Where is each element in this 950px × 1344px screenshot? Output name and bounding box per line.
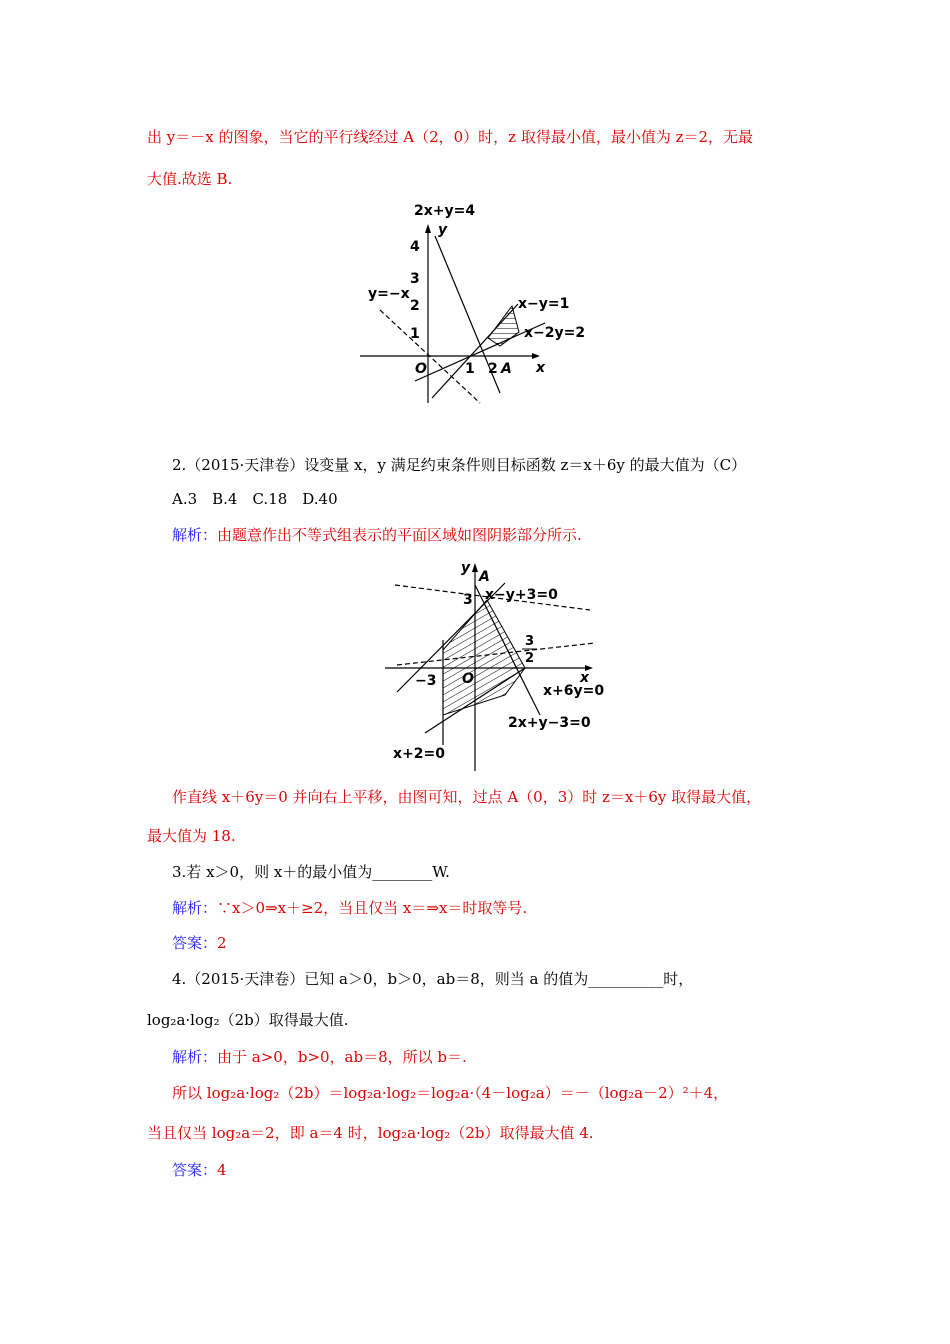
shaded-region	[443, 600, 525, 715]
label-origin: O	[415, 361, 427, 377]
tick-3: 3	[463, 592, 473, 608]
question-4-answer	[172, 1160, 227, 1180]
question-4-stem: 4.（2015·天津卷）已知 a＞0，b＞0，ab＝8，则当 a 的值为__________时，	[172, 970, 694, 988]
label-x: x	[580, 670, 590, 686]
figure-1	[360, 198, 585, 408]
solution-line: 出 y＝－x 的图象，当它的平行线经过 A（2，0）时，z 取得最小值，最小值为 z＝2，无最	[147, 128, 754, 146]
label-point-a: A	[501, 361, 512, 377]
label-x-6y: x+6y=0	[543, 683, 605, 699]
label-y: y	[438, 222, 448, 238]
tick-4: 4	[410, 239, 420, 255]
answer-value: 2	[217, 934, 227, 952]
tick-3: 3	[410, 271, 420, 287]
figure-2	[385, 555, 605, 773]
frac-denominator: 2	[525, 651, 535, 666]
line-x-y-1	[432, 304, 518, 398]
tick-1: 1	[410, 326, 420, 342]
label-origin: O	[462, 671, 474, 687]
answer-value: 4	[217, 1161, 227, 1179]
question-2-stem: 2.（2015·天津卷）设变量 x，y 满足约束条件则目标函数 z＝x＋6y 的最大值为（C）	[172, 456, 747, 474]
frac-numerator: 3	[525, 634, 535, 649]
label-x-y-3: x−y+3=0	[485, 587, 558, 603]
answer-label: 答案：	[172, 934, 218, 952]
solution-line: 作直线 x＋6y＝0 并向右上平移，由图可知，过点 A（0，3）时 z＝x＋6y 取得最大值，	[172, 788, 762, 806]
tick-x-2: 2	[488, 361, 498, 377]
tick-x-1: 1	[465, 361, 475, 377]
question-4-analysis	[172, 1047, 467, 1067]
tick-neg-3: −3	[415, 673, 437, 689]
solution-line: 大值.故选 B.	[147, 170, 233, 188]
label-y: y	[461, 560, 471, 576]
analysis-text: ∵x＞0⇒x＋≥2，当且仅当 x＝⇒x＝时取等号.	[217, 899, 528, 917]
label-point-a: A	[479, 569, 490, 585]
tick-2: 2	[410, 298, 420, 314]
question-3-answer	[172, 933, 227, 953]
analysis-label: 解析：	[172, 899, 218, 917]
solution-line: 当且仅当 log₂a＝2，即 a＝4 时，log₂a·log₂（2b）取得最大值 4.	[147, 1124, 594, 1142]
label-x-plus-2: x+2=0	[393, 746, 445, 762]
label-x-2y-2: x−2y=2	[524, 325, 585, 341]
label-x: x	[536, 360, 546, 376]
question-3-analysis	[172, 898, 527, 918]
analysis-text: 由题意作出不等式组表示的平面区域如图阴影部分所示.	[217, 526, 582, 544]
solution-line: 所以 log₂a·log₂（2b）＝log₂a·log₂＝log₂a·（4－log₂a）＝－（log₂a－2）²＋4，	[172, 1084, 729, 1102]
solution-line: 最大值为 18.	[147, 827, 236, 845]
answer-label: 答案：	[172, 1161, 218, 1179]
analysis-label: 解析：	[172, 1048, 218, 1066]
analysis-label: 解析：	[172, 526, 218, 544]
label-2x-y-4: 2x+y=4	[414, 203, 476, 219]
question-3-stem: 3.若 x＞0，则 x＋的最小值为________W.	[172, 863, 450, 881]
shaded-region	[488, 306, 519, 346]
label-x-y-1: x−y=1	[518, 296, 570, 312]
question-2-options: A.3 B.4 C.18 D.40	[172, 490, 338, 508]
label-y-neg-x: y=−x	[368, 286, 410, 302]
analysis-text: 由于 a>0，b>0，ab＝8，所以 b＝.	[217, 1048, 467, 1066]
question-4-stem-cont: log₂a·log₂（2b）取得最大值.	[147, 1011, 349, 1029]
label-2x-y-3: 2x+y−3=0	[508, 715, 591, 731]
question-2-analysis	[172, 525, 582, 545]
